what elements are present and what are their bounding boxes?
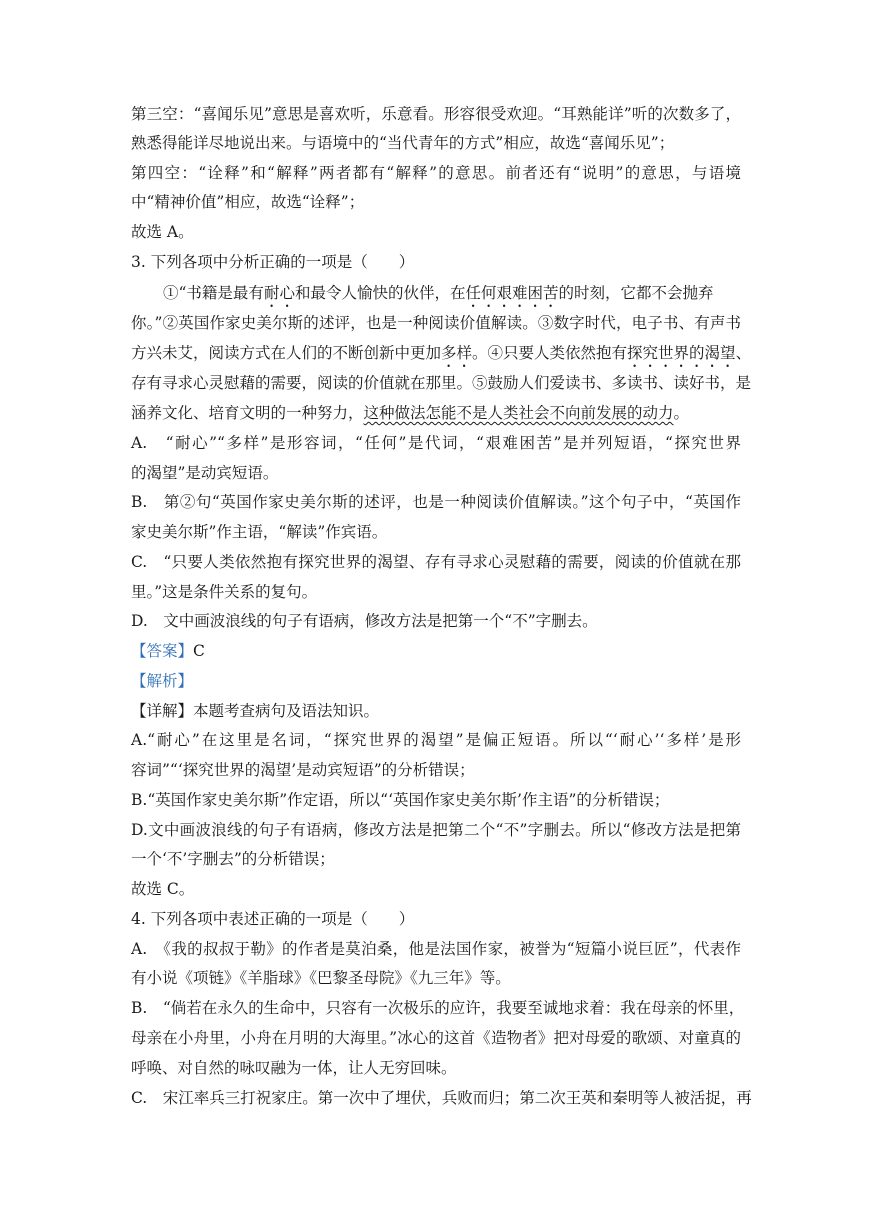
passage-text: 的时刻，它都不会抛弃: [558, 284, 714, 302]
q4-option-c: C. 宋江率兵三打祝家庄。第一次中了埋伏，兵败而归；第二次王英和秦明等人被活捉，再: [131, 1089, 752, 1107]
dotted-word: 任何: [465, 284, 497, 302]
dotted-word: 耐心: [263, 284, 295, 302]
option-a-cont: 的渴望”是动宾短语。: [131, 464, 279, 482]
q4-option-a-cont: 有小说《项链》《羊脂球》《巴黎圣母院》《九三年》等。: [131, 969, 511, 987]
option-b-cont: 家史美尔斯”作主语，“解读”作宾语。: [131, 523, 388, 541]
passage-line: 你。”②英国作家史美尔斯的述评，也是一种阅读价值解读。③数字时代，电子书、有声书: [131, 314, 741, 332]
text-line: 故选 A。: [131, 223, 194, 241]
explain-line: 【详解】本题考查病句及语法知识。: [131, 702, 380, 720]
question-3-stem: 3. 下列各项中分析正确的一项是（ ）: [131, 253, 415, 271]
q4-option-b: B. “倘若在永久的生命中，只容有一次极乐的应许，我要至诚地求着：我在母亲的怀里，: [131, 999, 745, 1017]
passage-line: [131, 403, 741, 423]
passage-line: [131, 343, 752, 371]
question-4-stem: 4. 下列各项中表述正确的一项是（ ）: [131, 910, 415, 928]
option-d: D. 文中画波浪线的句子有语病，修改方法是把第一个“不”字删去。: [131, 612, 598, 630]
option-a: A. “耐心”“多样”是形容词，“任何”是代词，“艰难困苦”是并列短语，“探究世界: [131, 434, 741, 452]
passage-text: 、: [735, 344, 752, 362]
passage-line: [163, 283, 741, 311]
passage-text: 涵养文化、培育文明的一种努力，: [131, 404, 364, 422]
option-c-cont: 里。”这是条件关系的复句。: [131, 583, 318, 601]
text-line: 第四空：“诠释”和“解释”两者都有“解释”的意思。前者还有“说明”的意思，与语境: [131, 164, 741, 182]
answer-tag: 【答案】: [131, 642, 194, 660]
wavy-underlined-sentence: 这种做法怎能不是人类社会不向前发展的动力: [363, 404, 674, 422]
text-line: 中“精神价值”相应，故选“诠释”；: [131, 193, 365, 211]
passage-line: 存有寻求心灵慰藉的需要，阅读的价值就在那里。⑤鼓励人们爱读书、多读书、读好书，是: [131, 374, 752, 392]
explain-line: D.文中画波浪线的句子有语病，修改方法是把第二个“不”字删去。所以“修改方法是把第: [131, 821, 741, 839]
q4-option-b-cont: 呼唤、对自然的咏叹融为一体，让人无穷回味。: [131, 1059, 457, 1077]
passage-text: ①“书籍是最有: [163, 284, 264, 302]
passage-text: 和最令人愉快的伙伴，在: [294, 284, 466, 302]
passage-text: 。: [673, 404, 690, 422]
explain-line: B.“英国作家史美尔斯”作定语，所以“‘英国作家史美尔斯’作主语”的分析错误；: [131, 791, 670, 809]
analysis-tag: 【解析】: [131, 672, 194, 690]
dotted-word: 艰难困苦: [496, 284, 559, 302]
dotted-word: 探究世界的渴望: [627, 344, 736, 362]
answer-line: [131, 641, 741, 661]
explain-line: 一个‘不’字删去”的分析错误；: [131, 850, 335, 868]
explain-line: 容词”“‘探究世界的渴望’是动宾短语”的分析错误；: [131, 761, 475, 779]
explain-line: 故选 C。: [131, 880, 195, 898]
option-b: B. 第②句“英国作家史美尔斯的述评，也是一种阅读价值解读。”这个句子中，“英国作: [131, 493, 741, 511]
explain-line: A.“耐心”在这里是名词，“探究世界的渴望”是偏正短语。所以“‘耐心’‘多样’是形: [131, 731, 741, 749]
option-c: C. “只要人类依然抱有探究世界的渴望、存有寻求心灵慰藉的需要，阅读的价值就在那: [131, 553, 741, 571]
q4-option-b-cont: 母亲在小舟里，小舟在月明的大海里。”冰心的这首《造物者》把对母爱的歌颂、对童真的: [131, 1029, 741, 1047]
text-line: 熟悉得能详尽地说出来。与语境中的“当代青年的方式”相应，故选“喜闻乐见”；: [131, 134, 675, 152]
passage-text: 。④只要人类依然抱有: [472, 344, 628, 362]
answer-value: C: [193, 642, 205, 660]
passage-text: 方兴未艾，阅读方式在人们的不断创新中更加: [131, 344, 442, 362]
text-line: 第三空：“喜闻乐见”意思是喜欢听，乐意看。形容很受欢迎。“耳熟能详”听的次数多了，: [131, 105, 741, 123]
dotted-word: 多样: [441, 344, 473, 362]
q4-option-a: A. 《我的叔叔于勒》的作者是莫泊桑，他是法国作家，被誉为“短篇小说巨匠”，代表作: [131, 940, 741, 958]
